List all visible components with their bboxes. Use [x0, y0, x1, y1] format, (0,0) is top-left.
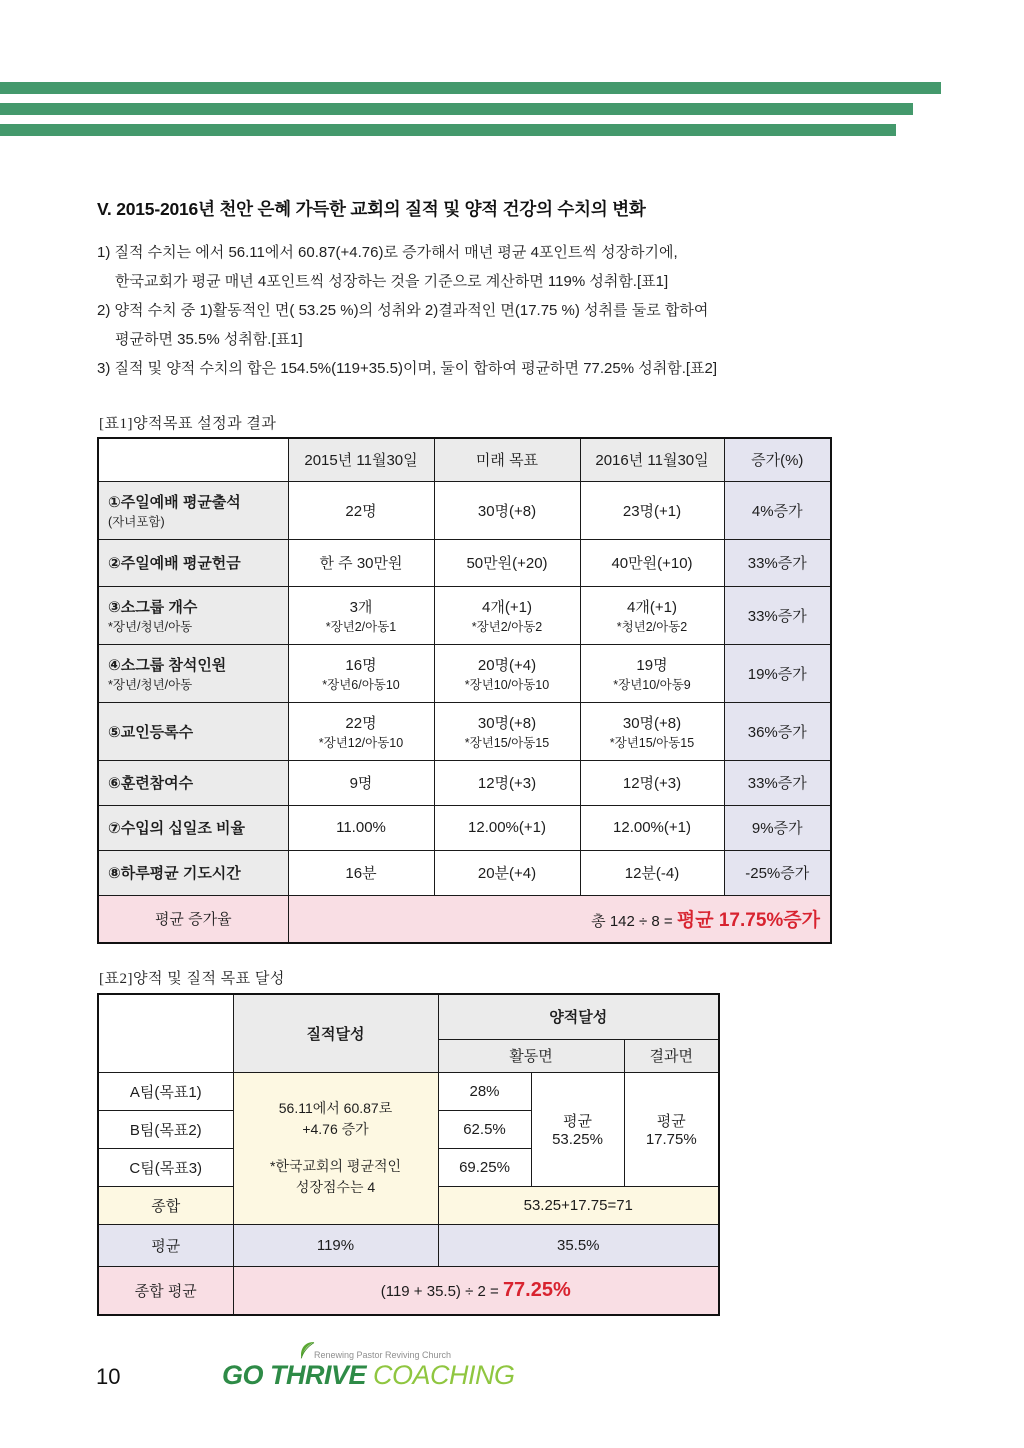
table-footer-row [98, 895, 831, 943]
table-header-row [98, 994, 719, 1039]
header-future-goal: 미래 목표 [434, 438, 580, 481]
subheader-result: 결과면 [624, 1039, 719, 1072]
paragraph-line: 3) 질적 및 양적 수치의 합은 154.5%(119+35.5)이며, 둘이 합하여 평균하면 77.25% 성취함.[표2] [97, 360, 718, 377]
table1-caption: [표1]양적목표 설정과 결과 [99, 416, 277, 432]
cell-2015-sub: *장년2/아동1 [325, 619, 397, 634]
logo-go-thrive: GO THRIVE [222, 1360, 367, 1390]
cell-2016-sub: *청년2/아동2 [616, 619, 688, 634]
cell-increase: 33%증가 [724, 760, 831, 805]
team-c-value: 69.25% [438, 1148, 531, 1186]
cell-goal: 20분(+4) [434, 850, 580, 895]
table-row [98, 481, 831, 539]
table-row [98, 850, 831, 895]
cell-2016: 23명(+1) [580, 481, 724, 539]
grand-formula: (119 + 35.5) ÷ 2 = [380, 1282, 503, 1300]
avg-result: 평균 17.75%증가 [676, 910, 820, 932]
cell-increase: 33%증가 [724, 586, 831, 644]
table-row [98, 644, 831, 702]
team-c-label: C팀(목표3) [98, 1148, 233, 1186]
total-value: 53.25+17.75=71 [438, 1186, 719, 1224]
cell-goal: 12명(+3) [434, 760, 580, 805]
cell-goal-sub: *장년15/아동15 [464, 735, 550, 750]
cell-2015-sub: *장년12/아동10 [318, 735, 404, 750]
header-2016: 2016년 11월30일 [580, 438, 724, 481]
row-label: ⑤교인등록수 [108, 723, 194, 741]
cell-2015: 11.00% [288, 805, 434, 850]
table-header-row [98, 438, 831, 481]
cell-2015: 9명 [288, 760, 434, 805]
paragraph-line: 1) 질적 수치는 에서 56.11에서 60.87(+4.76)로 증가해서 매년 평균 4포인트씩 성장하기에, [97, 244, 678, 261]
average-qualitative: 119% [233, 1224, 438, 1266]
cell-2016-sub: *장년10/아동9 [613, 677, 691, 692]
row-label: ①주일예배 평균출석 [108, 493, 241, 511]
paragraph-line: 2) 양적 수치 중 1)활동적인 면( 53.25 %)의 성취와 2)결과적인 면(17.75 %) 성취를 둘로 합하여 [97, 302, 709, 319]
row-label-sub: (자녀포함) [108, 514, 165, 529]
row-label: ③소그룹 개수 [108, 598, 198, 616]
cell-2016: 19명 [636, 656, 668, 674]
result-average: 평균 17.75% [624, 1072, 719, 1186]
header-blank-cell [98, 438, 288, 481]
team-a-label: A팀(목표1) [98, 1072, 233, 1110]
cell-increase: 4%증가 [724, 481, 831, 539]
cell-2015: 22명 [288, 481, 434, 539]
summary-paragraphs [97, 238, 937, 383]
row-label: ②주일예배 평균헌금 [108, 555, 241, 572]
note-line: *한국교회의 평균적인 [269, 1158, 402, 1174]
header-qualitative: 질적달성 [233, 994, 438, 1072]
paragraph-line: 한국교회가 평균 매년 4포인트씩 성장하는 것을 기준으로 계산하면 119% 성취함.[표1] [115, 273, 669, 290]
cell-goal: 30명(+8) [477, 714, 537, 732]
table2-caption: [표2]양적 및 질적 목표 달성 [99, 971, 285, 987]
cell-goal: 20명(+4) [477, 656, 537, 674]
header-2015: 2015년 11월30일 [288, 438, 434, 481]
row-label: ⑦수입의 십일조 비율 [108, 820, 245, 837]
cell-2015: 한 주 30만원 [288, 539, 434, 586]
logo-coaching: COACHING [373, 1360, 515, 1390]
header-increase: 증가(%) [724, 438, 831, 481]
cell-2015: 3개 [349, 598, 373, 616]
top-green-bar-2 [0, 103, 913, 115]
cell-2015: 22명 [345, 714, 377, 732]
cell-increase: 33%증가 [724, 539, 831, 586]
table-row [98, 586, 831, 644]
go-thrive-coaching-logo [222, 1348, 515, 1404]
cell-2016: 12.00%(+1) [580, 805, 724, 850]
grand-average-label: 종합 평균 [98, 1266, 233, 1315]
row-label: ⑧하루평균 기도시간 [108, 865, 241, 882]
cell-2016: 12명(+3) [580, 760, 724, 805]
cell-2015: 16명 [345, 656, 377, 674]
cell-2016: 12분(-4) [580, 850, 724, 895]
row-label: ⑥훈련참여수 [108, 775, 194, 792]
total-label: 종합 [98, 1186, 233, 1224]
team-a-value: 28% [438, 1072, 531, 1110]
cell-increase: 19%증가 [724, 644, 831, 702]
cell-2015: 16분 [288, 850, 434, 895]
cell-increase: -25%증가 [724, 850, 831, 895]
table-row [98, 1072, 719, 1110]
avg-formula: 총 142 ÷ 8 = [591, 913, 677, 931]
cell-goal: 50만원(+20) [434, 539, 580, 586]
cell-goal: 12.00%(+1) [434, 805, 580, 850]
activity-average: 평균 53.25% [531, 1072, 624, 1186]
average-quantitative: 35.5% [438, 1224, 719, 1266]
row-label: ④소그룹 참석인원 [108, 656, 227, 674]
row-label-sub: *장년/청년/아동 [108, 677, 193, 692]
cell-goal: 4개(+1) [482, 598, 532, 616]
cell-2016: 40만원(+10) [580, 539, 724, 586]
page-number: 10 [96, 1364, 121, 1389]
row-label-sub: *장년/청년/아동 [108, 619, 193, 634]
cell-goal: 30명(+8) [434, 481, 580, 539]
header-quantitative: 양적달성 [438, 994, 719, 1039]
grand-result: 77.25% [502, 1278, 571, 1301]
team-b-value: 62.5% [438, 1110, 531, 1148]
paragraph-line: 평균하면 35.5% 성취함.[표1] [115, 331, 303, 348]
cell-goal-sub: *장년2/아동2 [471, 619, 543, 634]
table-row [98, 760, 831, 805]
table-row [98, 702, 831, 760]
team-b-label: B팀(목표2) [98, 1110, 233, 1148]
average-label: 평균 [98, 1224, 233, 1266]
header-blank-cell [98, 994, 233, 1072]
cell-increase: 9%증가 [724, 805, 831, 850]
avg-increase-label: 평균 증가율 [98, 895, 288, 943]
cell-2015-sub: *장년6/아동10 [322, 677, 400, 692]
cell-increase: 36%증가 [724, 702, 831, 760]
note-line: +4.76 증가 [302, 1121, 369, 1137]
cell-goal-sub: *장년10/아동10 [464, 677, 550, 692]
note-line: 성장점수는 4 [295, 1179, 376, 1195]
table-footer-row [98, 1266, 719, 1315]
top-green-bar-1 [0, 82, 941, 94]
table-row [98, 1224, 719, 1266]
logo-tagline: Renewing Pastor Reviving Church [314, 1350, 452, 1360]
table1-quantitative-goals [97, 437, 832, 944]
page-title: V. 2015-2016년 천안 은혜 가득한 교회의 질적 및 양적 건강의 수치의 변화 [97, 199, 646, 219]
note-line: 56.11에서 60.87로 [278, 1100, 393, 1116]
top-green-bar-3 [0, 124, 896, 136]
cell-2016: 30명(+8) [622, 714, 682, 732]
subheader-activity: 활동면 [438, 1039, 624, 1072]
table-row [98, 805, 831, 850]
table-row [98, 539, 831, 586]
qualitative-note [233, 1072, 438, 1224]
cell-2016-sub: *장년15/아동15 [609, 735, 695, 750]
table2-goal-achievement [97, 993, 720, 1316]
cell-2016: 4개(+1) [627, 598, 677, 616]
